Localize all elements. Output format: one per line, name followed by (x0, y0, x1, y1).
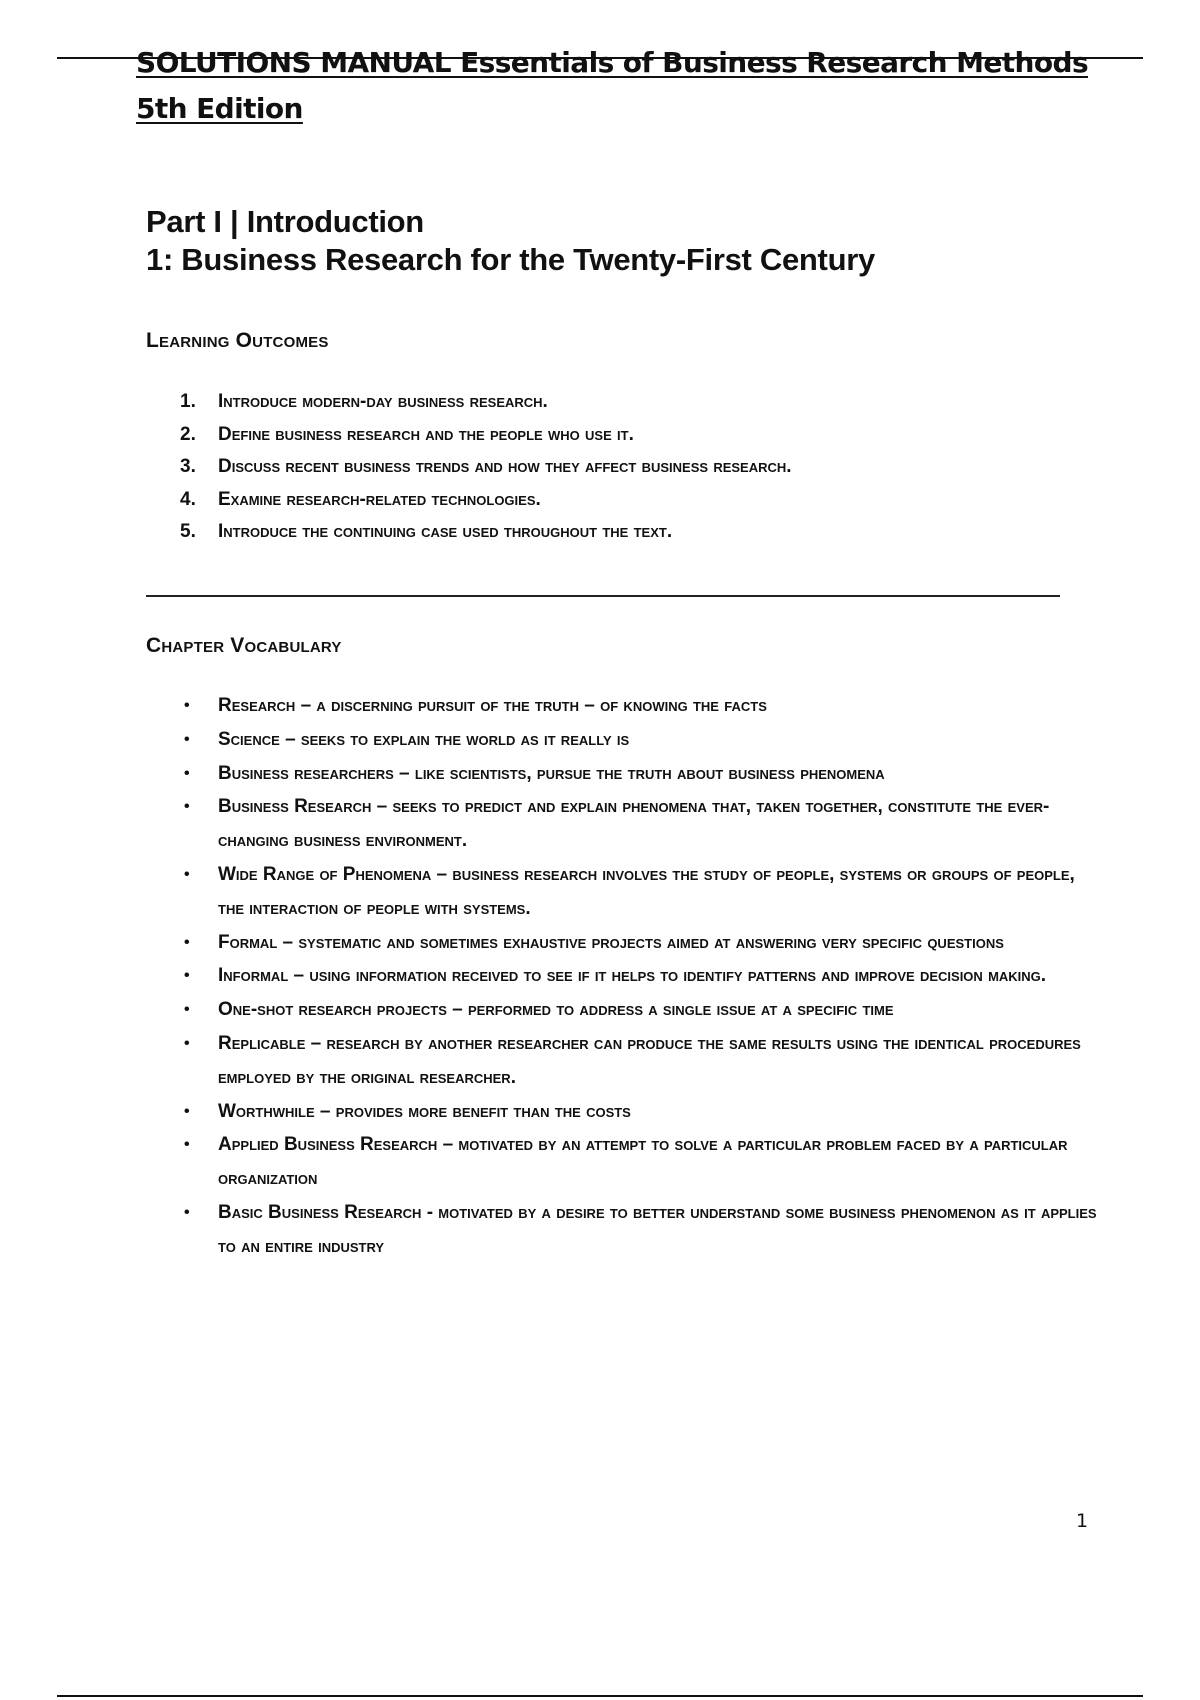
list-item (180, 451, 792, 484)
vocab-entry: Replicable – research by another researcher can produce the same results using the identical procedures employed by the original researcher. (218, 1032, 1081, 1088)
bottom-rule (57, 1695, 1143, 1697)
list-item (180, 959, 1100, 993)
list-item (180, 419, 792, 452)
list-item (180, 757, 1100, 791)
list-item (180, 484, 792, 517)
learning-outcomes-heading: Learning Outcomes (146, 329, 329, 352)
chapter-title: 1: Business Research for the Twenty-First Century (146, 242, 875, 277)
item-number: 3. (180, 456, 196, 478)
list-item (180, 1095, 1100, 1129)
bullet-icon: • (184, 1203, 190, 1221)
bullet-icon: • (184, 865, 190, 883)
item-number: 1. (180, 391, 196, 412)
list-item (180, 858, 1100, 926)
chapter-vocabulary-list (180, 689, 1100, 1264)
item-text: Define business research and the people who use it. (218, 423, 634, 445)
list-item (180, 1027, 1100, 1095)
list-item (180, 1196, 1100, 1264)
vocab-entry: Business researchers – like scientists, pursue the truth about business phenomena (218, 762, 885, 784)
vocab-entry: Science – seeks to explain the world as it really is (218, 728, 630, 750)
page-number: 1 (1076, 1510, 1089, 1532)
chapter-vocabulary-heading: Chapter Vocabulary (146, 634, 342, 657)
vocab-entry: Worthwhile – provides more benefit than the costs (218, 1100, 631, 1122)
vocab-entry: Research – a discerning pursuit of the truth – of knowing the facts (218, 695, 767, 716)
manual-title-line1: SOLUTIONS MANUAL Essentials of Business Research Methods (136, 46, 1089, 79)
manual-title-line2: 5th Edition (136, 92, 303, 125)
bullet-icon: • (184, 697, 190, 714)
item-number: 2. (180, 423, 196, 445)
list-item (180, 790, 1100, 858)
item-number: 5. (180, 521, 196, 543)
list-item (180, 1128, 1100, 1196)
learning-outcomes-list (180, 386, 792, 549)
list-item (180, 993, 1100, 1027)
item-text: Introduce the continuing case used throughout the text. (218, 521, 673, 543)
item-text: Examine research-related technologies. (218, 488, 541, 510)
list-item (180, 386, 792, 419)
part-heading (146, 203, 875, 279)
vocab-entry: Basic Business Research - motivated by a desire to better understand some business phenomenon as it applies to an entire industry (218, 1201, 1097, 1257)
manual-title (136, 40, 1136, 132)
vocab-entry: Informal – using information received to see if it helps to identify patterns and improve decision making. (218, 965, 1047, 987)
item-text: Introduce modern-day business research. (218, 391, 548, 412)
list-item (180, 723, 1100, 757)
vocab-entry: Formal – systematic and sometimes exhaustive projects aimed at answering very specific questions (218, 931, 1004, 953)
item-number: 4. (180, 488, 196, 510)
bullet-icon: • (184, 798, 190, 816)
bullet-icon: • (184, 1102, 190, 1120)
list-item (180, 516, 792, 549)
bullet-icon: • (184, 730, 190, 748)
list-item (180, 926, 1100, 960)
bullet-icon: • (184, 933, 190, 951)
vocab-entry: Wide Range of Phenomena – business research involves the study of people, systems or groups of people, the interaction of people with systems. (218, 863, 1075, 919)
vocab-entry: Business Research – seeks to predict and explain phenomena that, taken together, constitute the ever-changing business environment. (218, 796, 1050, 852)
section-divider (146, 595, 1060, 597)
item-text: Discuss recent business trends and how they affect business research. (218, 456, 792, 478)
bullet-icon: • (184, 1034, 190, 1052)
vocab-entry: Applied Business Research – motivated by an attempt to solve a particular problem faced by a particular organization (218, 1134, 1068, 1190)
vocab-entry: One-shot research projects – performed to address a single issue at a specific time (218, 999, 894, 1021)
bullet-icon: • (184, 1001, 190, 1019)
bullet-icon: • (184, 1136, 190, 1154)
bullet-icon: • (184, 967, 190, 985)
list-item (180, 689, 1100, 723)
part-heading-line1: Part I | Introduction (146, 204, 424, 239)
bullet-icon: • (184, 764, 190, 782)
